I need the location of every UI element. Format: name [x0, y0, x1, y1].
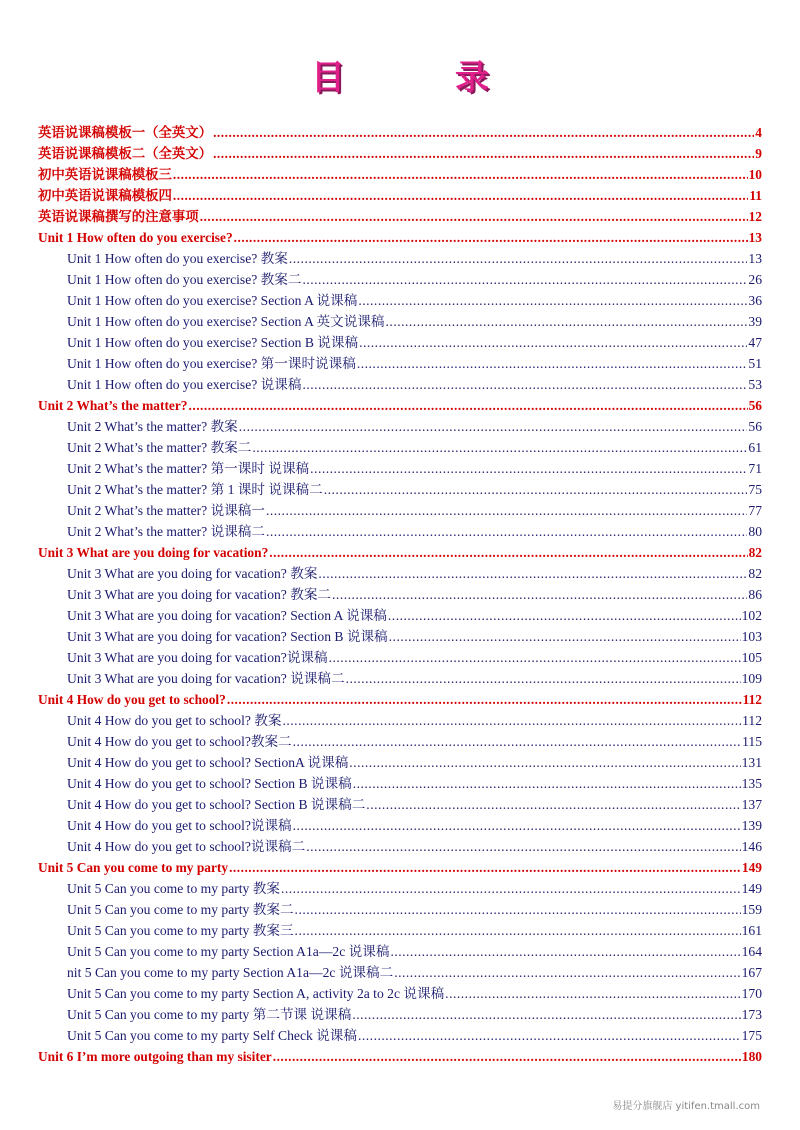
toc-leader-dots: [234, 227, 748, 248]
toc-leader-dots: [358, 290, 747, 311]
toc-entry-section[interactable]: [38, 374, 762, 395]
toc-entry-title: Unit 4 How do you get to school? 教案: [67, 713, 282, 728]
toc-page-number: 167: [741, 965, 762, 980]
toc-entry-title: Unit 1 How often do you exercise? 说课稿: [67, 377, 302, 392]
toc-page-number: 159: [741, 902, 762, 917]
toc-entry-title: Unit 4 How do you get to school?: [38, 692, 226, 707]
toc-page-number: 71: [748, 461, 762, 476]
toc-entry-section[interactable]: [38, 248, 762, 269]
toc-entry-section[interactable]: [38, 416, 762, 437]
toc-leader-dots: [295, 920, 741, 941]
toc-leader-dots: [213, 143, 754, 164]
toc-leader-dots: [227, 689, 742, 710]
toc-entry-section[interactable]: [38, 311, 762, 332]
toc-entry-section[interactable]: [38, 437, 762, 458]
toc-entry-title: Unit 1 How often do you exercise? 第一课时说课稿: [67, 356, 356, 371]
toc-leader-dots: [358, 1025, 741, 1046]
toc-entry-section[interactable]: [38, 269, 762, 290]
toc-leader-dots: [318, 563, 747, 584]
toc-leader-dots: [302, 269, 747, 290]
toc-page-number: 13: [748, 251, 762, 266]
toc-entry-title: Unit 3 What are you doing for vacation?说课稿: [67, 650, 328, 665]
toc-entry-section[interactable]: [38, 983, 762, 1004]
toc-page-number: 26: [748, 272, 762, 287]
toc-entry-chapter[interactable]: [38, 542, 762, 563]
toc-entry-title: nit 5 Can you come to my party Section A1a—2c 说课稿二: [67, 965, 394, 980]
toc-leader-dots: [269, 542, 747, 563]
toc-page-number: 149: [741, 860, 762, 875]
toc-entry-section[interactable]: [38, 353, 762, 374]
toc-page-number: 80: [748, 524, 762, 539]
toc-page-number: 36: [748, 293, 762, 308]
toc-entry-title: Unit 3 What are you doing for vacation? 教案: [67, 566, 318, 581]
toc-page-number: 164: [741, 944, 762, 959]
toc-leader-dots: [273, 1046, 741, 1067]
toc-entry-section[interactable]: [38, 563, 762, 584]
toc-entry-title: Unit 3 What are you doing for vacation? Section A 说课稿: [67, 608, 387, 623]
toc-leader-dots: [353, 773, 741, 794]
toc-page-number: 53: [748, 377, 762, 392]
toc-leader-dots: [281, 878, 741, 899]
toc-leader-dots: [352, 1004, 740, 1025]
toc-leader-dots: [200, 206, 748, 227]
toc-page-number: 105: [741, 650, 762, 665]
toc-page-number: 12: [748, 209, 762, 224]
toc-entry-title: Unit 4 How do you get to school?教案二: [67, 734, 292, 749]
toc-entry-section[interactable]: [38, 458, 762, 479]
toc-entry-chapter[interactable]: [38, 227, 762, 248]
toc-entry-section[interactable]: [38, 647, 762, 668]
toc-entry-chapter[interactable]: [38, 395, 762, 416]
toc-leader-dots: [266, 521, 747, 542]
toc-entry-title: 英语说课稿模板一（全英文）: [38, 125, 213, 140]
toc-leader-dots: [366, 794, 740, 815]
toc-page-number: 135: [741, 776, 762, 791]
toc-leader-dots: [310, 458, 747, 479]
toc-entry-title: Unit 6 I’m more outgoing than my sisiter: [38, 1049, 272, 1064]
toc-leader-dots: [293, 815, 741, 836]
toc-leader-dots: [394, 962, 740, 983]
toc-page-number: 112: [742, 713, 762, 728]
toc-page-number: 173: [741, 1007, 762, 1022]
toc-entry-title: Unit 5 Can you come to my party 教案二: [67, 902, 294, 917]
toc-leader-dots: [324, 479, 748, 500]
toc-entry-title: Unit 4 How do you get to school?说课稿二: [67, 839, 306, 854]
toc-entry-section[interactable]: [38, 962, 762, 983]
toc-entry-chapter[interactable]: [38, 689, 762, 710]
toc-entry-title: Unit 5 Can you come to my party Self Check 说课稿: [67, 1028, 357, 1043]
toc-entry-section[interactable]: [38, 920, 762, 941]
toc-entry-title: Unit 5 Can you come to my party Section A, activity 2a to 2c 说课稿: [67, 986, 445, 1001]
toc-page-number: 175: [741, 1028, 762, 1043]
toc-entry-title: 初中英语说课稿模板三: [38, 167, 172, 182]
toc-page-number: 146: [741, 839, 762, 854]
toc-entry-title: 初中英语说课稿模板四: [38, 188, 172, 203]
toc-leader-dots: [295, 899, 741, 920]
toc-leader-dots: [329, 647, 741, 668]
toc-leader-dots: [390, 941, 740, 962]
toc-leader-dots: [346, 668, 741, 689]
toc-page-number: 75: [748, 482, 762, 497]
toc-leader-dots: [239, 416, 748, 437]
toc-entry-title: Unit 3 What are you doing for vacation? 教案二: [67, 587, 332, 602]
toc-entry-chapter[interactable]: [38, 1046, 762, 1067]
toc-page-number: 4: [755, 125, 762, 140]
toc-leader-dots: [229, 857, 741, 878]
toc-leader-dots: [389, 626, 741, 647]
toc-entry-chapter[interactable]: [38, 857, 762, 878]
page-title: 目 录: [311, 58, 527, 98]
toc-entry-chapter[interactable]: [38, 122, 762, 143]
toc-entry-title: Unit 5 Can you come to my party 教案: [67, 881, 280, 896]
toc-entry-title: Unit 1 How often do you exercise? Section A 英文说课稿: [67, 314, 385, 329]
toc-entry-section[interactable]: [38, 668, 762, 689]
toc-page-number: 112: [742, 692, 762, 707]
toc-page-number: 10: [748, 167, 762, 182]
toc-entry-section[interactable]: [38, 521, 762, 542]
toc-leader-dots: [306, 836, 740, 857]
toc-entry-section[interactable]: [38, 710, 762, 731]
toc-page-number: 180: [741, 1049, 762, 1064]
toc-entry-title: Unit 1 How often do you exercise?: [38, 230, 233, 245]
toc-leader-dots: [332, 584, 747, 605]
toc-entry-title: Unit 1 How often do you exercise? Section B 说课稿: [67, 335, 359, 350]
table-of-contents: [38, 122, 762, 1067]
toc-entry-section[interactable]: [38, 941, 762, 962]
toc-entry-section[interactable]: [38, 794, 762, 815]
toc-entry-title: Unit 3 What are you doing for vacation? 说课稿二: [67, 671, 345, 686]
toc-leader-dots: [289, 248, 748, 269]
toc-page-number: 56: [748, 398, 762, 413]
toc-page-number: 131: [741, 755, 762, 770]
toc-page-number: 149: [741, 881, 762, 896]
toc-page-number: 47: [748, 335, 762, 350]
toc-entry-title: Unit 2 What’s the matter?: [38, 398, 188, 413]
toc-page-number: 56: [748, 419, 762, 434]
toc-entry-section[interactable]: [38, 479, 762, 500]
toc-entry-title: Unit 4 How do you get to school? SectionA 说课稿: [67, 755, 349, 770]
toc-entry-title: Unit 3 What are you doing for vacation?: [38, 545, 269, 560]
toc-entry-title: Unit 5 Can you come to my party Section A1a—2c 说课稿: [67, 944, 390, 959]
toc-entry-section[interactable]: [38, 773, 762, 794]
toc-leader-dots: [302, 374, 747, 395]
toc-entry-section[interactable]: [38, 1025, 762, 1046]
toc-leader-dots: [388, 605, 741, 626]
toc-leader-dots: [189, 395, 748, 416]
toc-entry-title: Unit 5 Can you come to my party 第二节课 说课稿: [67, 1007, 352, 1022]
toc-entry-title: Unit 4 How do you get to school? Section B 说课稿二: [67, 797, 366, 812]
toc-entry-title: Unit 2 What’s the matter? 教案二: [67, 440, 252, 455]
toc-page-number: 139: [741, 818, 762, 833]
toc-entry-chapter[interactable]: [38, 185, 762, 206]
toc-leader-dots: [357, 353, 748, 374]
toc-entry-section[interactable]: [38, 731, 762, 752]
toc-page-number: 109: [741, 671, 762, 686]
toc-entry-title: Unit 1 How often do you exercise? 教案二: [67, 272, 302, 287]
toc-entry-section[interactable]: [38, 899, 762, 920]
toc-entry-title: Unit 5 Can you come to my party: [38, 860, 229, 875]
toc-leader-dots: [266, 500, 747, 521]
toc-entry-section[interactable]: [38, 836, 762, 857]
toc-entry-chapter[interactable]: [38, 206, 762, 227]
toc-leader-dots: [213, 122, 754, 143]
toc-entry-title: 英语说课稿撰写的注意事项: [38, 209, 199, 224]
toc-entry-section[interactable]: [38, 605, 762, 626]
toc-page-number: 82: [748, 545, 762, 560]
toc-page-number: 9: [755, 146, 762, 161]
toc-leader-dots: [349, 752, 740, 773]
toc-entry-title: Unit 4 How do you get to school? Section B 说课稿: [67, 776, 352, 791]
toc-page-number: 86: [748, 587, 762, 602]
toc-entry-chapter[interactable]: [38, 143, 762, 164]
toc-entry-section[interactable]: [38, 1004, 762, 1025]
toc-entry-title: Unit 4 How do you get to school?说课稿: [67, 818, 292, 833]
toc-page-number: 61: [748, 440, 762, 455]
toc-entry-section[interactable]: [38, 626, 762, 647]
toc-entry-section[interactable]: [38, 752, 762, 773]
toc-page-number: 13: [748, 230, 762, 245]
toc-entry-title: Unit 1 How often do you exercise? Section A 说课稿: [67, 293, 358, 308]
toc-page-number: 170: [741, 986, 762, 1001]
toc-leader-dots: [173, 164, 748, 185]
toc-page-number: 115: [742, 734, 762, 749]
toc-page-number: 82: [748, 566, 762, 581]
toc-entry-title: Unit 3 What are you doing for vacation? Section B 说课稿: [67, 629, 388, 644]
toc-entry-section[interactable]: [38, 332, 762, 353]
toc-entry-title: Unit 2 What’s the matter? 教案: [67, 419, 238, 434]
toc-page-number: 161: [741, 923, 762, 938]
toc-entry-title: Unit 2 What’s the matter? 第一课时 说课稿: [67, 461, 310, 476]
toc-entry-title: Unit 2 What’s the matter? 第 1 课时 说课稿二: [67, 482, 323, 497]
toc-leader-dots: [173, 185, 748, 206]
toc-page-number: 11: [749, 188, 762, 203]
toc-entry-title: Unit 1 How often do you exercise? 教案: [67, 251, 288, 266]
toc-entry-title: Unit 5 Can you come to my party 教案三: [67, 923, 294, 938]
toc-entry-section[interactable]: [38, 584, 762, 605]
toc-entry-title: Unit 2 What’s the matter? 说课稿一: [67, 503, 265, 518]
toc-leader-dots: [282, 710, 741, 731]
toc-leader-dots: [359, 332, 747, 353]
toc-page-number: 77: [748, 503, 762, 518]
toc-entry-title: Unit 2 What’s the matter? 说课稿二: [67, 524, 265, 539]
toc-entry-title: 英语说课稿模板二（全英文）: [38, 146, 213, 161]
toc-leader-dots: [252, 437, 747, 458]
toc-leader-dots: [445, 983, 740, 1004]
toc-entry-chapter[interactable]: [38, 164, 762, 185]
footer-watermark: 易提分旗舰店 yitifen.tmall.com: [612, 1101, 760, 1112]
toc-page-number: 39: [748, 314, 762, 329]
toc-page-number: 51: [748, 356, 762, 371]
toc-entry-section[interactable]: [38, 878, 762, 899]
toc-leader-dots: [293, 731, 741, 752]
toc-entry-section[interactable]: [38, 290, 762, 311]
toc-entry-section[interactable]: [38, 500, 762, 521]
toc-page-number: 137: [741, 797, 762, 812]
toc-leader-dots: [386, 311, 748, 332]
toc-page-number: 103: [741, 629, 762, 644]
toc-page-number: 102: [741, 608, 762, 623]
toc-entry-section[interactable]: [38, 815, 762, 836]
